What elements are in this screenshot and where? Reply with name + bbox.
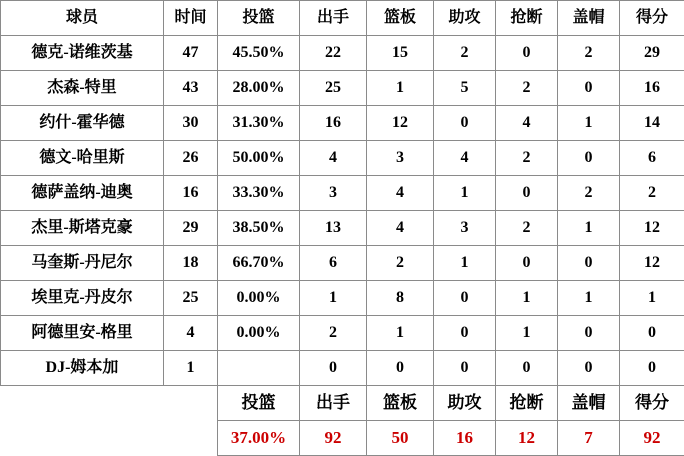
player-attempts: 1 bbox=[300, 281, 367, 316]
player-rebounds: 4 bbox=[367, 211, 434, 246]
column-header-blocks: 盖帽 bbox=[558, 1, 620, 36]
totals-value-blocks: 7 bbox=[558, 421, 620, 456]
player-minutes: 25 bbox=[164, 281, 218, 316]
column-header-attempts: 出手 bbox=[300, 1, 367, 36]
player-attempts: 6 bbox=[300, 246, 367, 281]
column-header-player: 球员 bbox=[1, 1, 164, 36]
totals-label-assists: 助攻 bbox=[434, 386, 496, 421]
player-minutes: 30 bbox=[164, 106, 218, 141]
player-assists: 3 bbox=[434, 211, 496, 246]
player-steals: 4 bbox=[496, 106, 558, 141]
totals-value-row bbox=[1, 421, 684, 456]
player-fg-pct: 50.00% bbox=[218, 141, 300, 176]
player-points: 2 bbox=[620, 176, 684, 211]
totals-label-steals: 抢断 bbox=[496, 386, 558, 421]
totals-label-rebounds: 篮板 bbox=[367, 386, 434, 421]
player-fg-pct: 0.00% bbox=[218, 281, 300, 316]
player-blocks: 0 bbox=[558, 71, 620, 106]
player-attempts: 3 bbox=[300, 176, 367, 211]
player-fg-pct: 33.30% bbox=[218, 176, 300, 211]
table-row bbox=[1, 36, 684, 71]
player-steals: 1 bbox=[496, 281, 558, 316]
player-rebounds: 4 bbox=[367, 176, 434, 211]
player-assists: 0 bbox=[434, 106, 496, 141]
totals-header-row bbox=[1, 386, 684, 421]
player-steals: 2 bbox=[496, 141, 558, 176]
player-name: 德克-诺维茨基 bbox=[1, 36, 164, 71]
player-rebounds: 0 bbox=[367, 351, 434, 386]
column-header-rebounds: 篮板 bbox=[367, 1, 434, 36]
player-attempts: 0 bbox=[300, 351, 367, 386]
table-row bbox=[1, 246, 684, 281]
player-blocks: 1 bbox=[558, 106, 620, 141]
player-points: 12 bbox=[620, 246, 684, 281]
table-row bbox=[1, 106, 684, 141]
player-attempts: 22 bbox=[300, 36, 367, 71]
totals-spacer-name bbox=[1, 386, 164, 421]
player-points: 0 bbox=[620, 316, 684, 351]
player-rebounds: 12 bbox=[367, 106, 434, 141]
player-minutes: 1 bbox=[164, 351, 218, 386]
player-assists: 0 bbox=[434, 316, 496, 351]
table-header-row bbox=[1, 1, 684, 36]
player-fg-pct: 28.00% bbox=[218, 71, 300, 106]
totals-value-steals: 12 bbox=[496, 421, 558, 456]
player-blocks: 2 bbox=[558, 176, 620, 211]
totals-value-assists: 16 bbox=[434, 421, 496, 456]
player-blocks: 0 bbox=[558, 246, 620, 281]
column-header-steals: 抢断 bbox=[496, 1, 558, 36]
table-row bbox=[1, 176, 684, 211]
player-fg-pct: 66.70% bbox=[218, 246, 300, 281]
player-assists: 2 bbox=[434, 36, 496, 71]
player-assists: 1 bbox=[434, 246, 496, 281]
table-row bbox=[1, 141, 684, 176]
player-name: 德萨盖纳-迪奥 bbox=[1, 176, 164, 211]
totals-value-points: 92 bbox=[620, 421, 684, 456]
table-row bbox=[1, 211, 684, 246]
player-attempts: 13 bbox=[300, 211, 367, 246]
player-assists: 4 bbox=[434, 141, 496, 176]
player-steals: 0 bbox=[496, 246, 558, 281]
totals-label-fg-pct: 投篮 bbox=[218, 386, 300, 421]
player-points: 1 bbox=[620, 281, 684, 316]
player-rebounds: 15 bbox=[367, 36, 434, 71]
totals-label-blocks: 盖帽 bbox=[558, 386, 620, 421]
player-steals: 2 bbox=[496, 71, 558, 106]
column-header-fg-pct: 投篮 bbox=[218, 1, 300, 36]
player-blocks: 1 bbox=[558, 281, 620, 316]
player-name: 德文-哈里斯 bbox=[1, 141, 164, 176]
table-row bbox=[1, 316, 684, 351]
player-attempts: 4 bbox=[300, 141, 367, 176]
player-steals: 2 bbox=[496, 211, 558, 246]
player-points: 12 bbox=[620, 211, 684, 246]
player-points: 16 bbox=[620, 71, 684, 106]
player-fg-pct: 45.50% bbox=[218, 36, 300, 71]
player-minutes: 26 bbox=[164, 141, 218, 176]
totals-label-attempts: 出手 bbox=[300, 386, 367, 421]
player-assists: 0 bbox=[434, 281, 496, 316]
player-attempts: 16 bbox=[300, 106, 367, 141]
player-minutes: 16 bbox=[164, 176, 218, 211]
player-attempts: 2 bbox=[300, 316, 367, 351]
player-rebounds: 3 bbox=[367, 141, 434, 176]
player-fg-pct: 0.00% bbox=[218, 316, 300, 351]
totals-value-rebounds: 50 bbox=[367, 421, 434, 456]
column-header-points: 得分 bbox=[620, 1, 684, 36]
player-points: 29 bbox=[620, 36, 684, 71]
player-assists: 1 bbox=[434, 176, 496, 211]
player-rebounds: 8 bbox=[367, 281, 434, 316]
table-row bbox=[1, 281, 684, 316]
player-name: DJ-姆本加 bbox=[1, 351, 164, 386]
player-name: 杰森-特里 bbox=[1, 71, 164, 106]
player-points: 14 bbox=[620, 106, 684, 141]
player-assists: 0 bbox=[434, 351, 496, 386]
player-rebounds: 2 bbox=[367, 246, 434, 281]
totals-spacer-name-2 bbox=[1, 421, 164, 456]
player-assists: 5 bbox=[434, 71, 496, 106]
player-steals: 1 bbox=[496, 316, 558, 351]
player-attempts: 25 bbox=[300, 71, 367, 106]
player-steals: 0 bbox=[496, 36, 558, 71]
player-rebounds: 1 bbox=[367, 71, 434, 106]
totals-value-attempts: 92 bbox=[300, 421, 367, 456]
player-blocks: 0 bbox=[558, 351, 620, 386]
player-blocks: 0 bbox=[558, 141, 620, 176]
player-minutes: 29 bbox=[164, 211, 218, 246]
player-blocks: 1 bbox=[558, 211, 620, 246]
player-minutes: 43 bbox=[164, 71, 218, 106]
totals-spacer-time-2 bbox=[164, 421, 218, 456]
totals-value-fg-pct: 37.00% bbox=[218, 421, 300, 456]
player-name: 约什-霍华德 bbox=[1, 106, 164, 141]
player-fg-pct: 38.50% bbox=[218, 211, 300, 246]
player-blocks: 0 bbox=[558, 316, 620, 351]
player-points: 0 bbox=[620, 351, 684, 386]
player-name: 埃里克-丹皮尔 bbox=[1, 281, 164, 316]
totals-spacer-time bbox=[164, 386, 218, 421]
player-name: 马奎斯-丹尼尔 bbox=[1, 246, 164, 281]
player-minutes: 4 bbox=[164, 316, 218, 351]
player-points: 6 bbox=[620, 141, 684, 176]
player-steals: 0 bbox=[496, 176, 558, 211]
player-fg-pct bbox=[218, 351, 300, 386]
column-header-minutes: 时间 bbox=[164, 1, 218, 36]
totals-label-points: 得分 bbox=[620, 386, 684, 421]
player-name: 杰里-斯塔克豪 bbox=[1, 211, 164, 246]
player-fg-pct: 31.30% bbox=[218, 106, 300, 141]
player-rebounds: 1 bbox=[367, 316, 434, 351]
player-name: 阿德里安-格里 bbox=[1, 316, 164, 351]
player-minutes: 18 bbox=[164, 246, 218, 281]
player-minutes: 47 bbox=[164, 36, 218, 71]
player-blocks: 2 bbox=[558, 36, 620, 71]
player-steals: 0 bbox=[496, 351, 558, 386]
table-row bbox=[1, 351, 684, 386]
column-header-assists: 助攻 bbox=[434, 1, 496, 36]
table-row bbox=[1, 71, 684, 106]
